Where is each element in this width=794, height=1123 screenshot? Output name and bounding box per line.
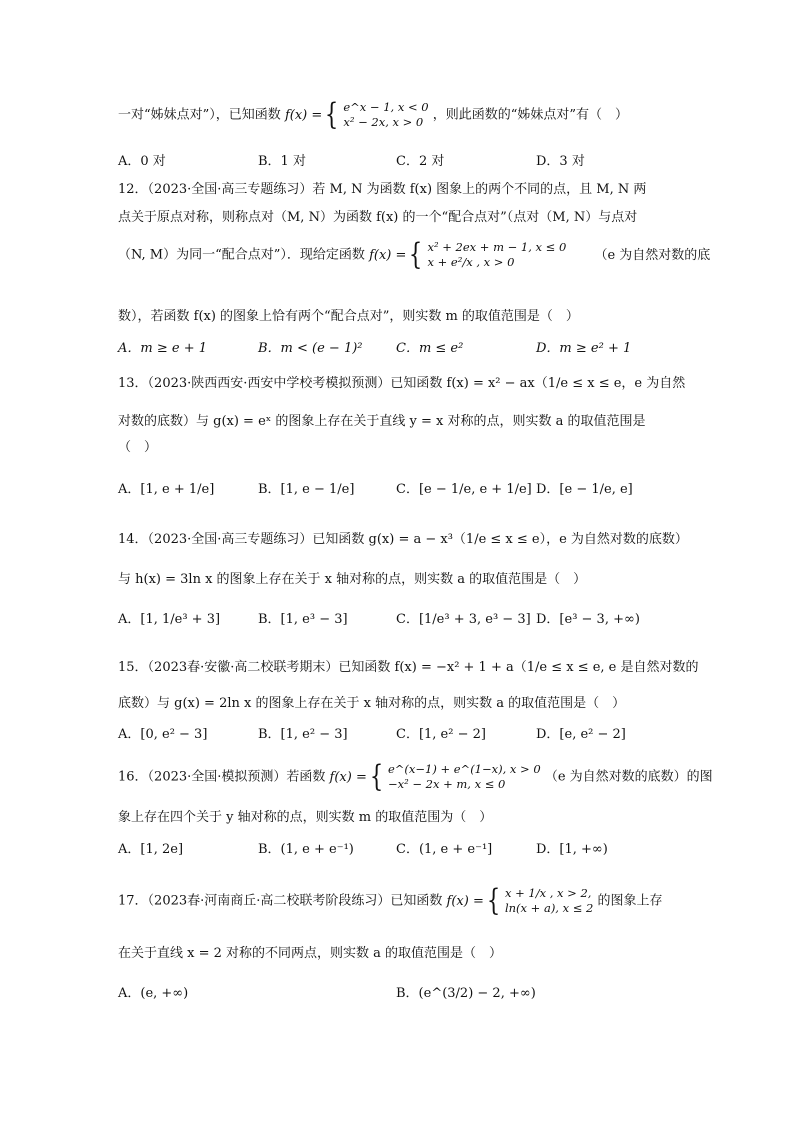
q16-option-d: D．[1, +∞) <box>536 842 608 857</box>
q11-brace: { <box>325 97 339 132</box>
q13-option-a: A．[1, e + 1/e] <box>118 482 215 497</box>
q12-text-pre: （N, M）为同一“配合点对”）．现给定函数 <box>118 247 365 263</box>
q11-piecewise <box>284 97 429 132</box>
q12-case2: x + e²/x , x > 0 <box>427 255 515 269</box>
q13-options <box>118 478 678 498</box>
q14-option-a: A．[1, 1/e³ + 3] <box>118 612 221 627</box>
q16-options <box>118 838 678 858</box>
q12-option-c: C．m ≤ e² <box>396 341 464 356</box>
q13-option-c: C．[e − 1/e, e + 1/e] <box>396 482 532 497</box>
q15-option-c: C．[1, e² − 2] <box>396 727 486 742</box>
q15-option-b: B．[1, e² − 3] <box>258 727 348 742</box>
q12-options <box>118 337 678 357</box>
q16-piecewise <box>329 759 541 794</box>
q16-line1 <box>118 759 713 794</box>
q15-option-d: D．[e, e² − 2] <box>536 727 626 742</box>
q11-cases <box>343 100 428 130</box>
q16-text-pre: 16．（2023·全国·模拟预测）若函数 <box>118 769 326 785</box>
q13-line2: 对数的底数）与 g(x) = eˣ 的图象上存在关于直线 y = x 对称的点，则实数 a 的取值范围是 <box>118 414 646 429</box>
q16-case1: e^(x−1) + e^(1−x), x > 0 <box>387 762 541 776</box>
q17-option-a: A．(e, +∞) <box>118 986 189 1001</box>
q12-line4: 数），若函数 f(x) 的图象上恰有两个“配合点对”，则实数 m 的取值范围是（ ） <box>118 309 579 324</box>
q17-line1 <box>118 883 663 918</box>
q17-text-pre: 17．（2023春·河南商丘·高二校联考阶段练习）已知函数 <box>118 893 443 909</box>
q12-option-d: D．m ≥ e² + 1 <box>536 341 632 356</box>
q13-option-b: B．[1, e − 1/e] <box>258 482 355 497</box>
q13-line1: 13．（2023·陕西西安·西安中学校考模拟预测）已知函数 f(x) = x² − ax（1/e ≤ x ≤ e，e 为自然 <box>118 376 686 391</box>
q12-cases <box>427 240 566 270</box>
q12-func: f(x) = <box>369 247 407 263</box>
q12-text-post: （e 为自然对数的底 <box>594 247 711 263</box>
q16-cases <box>388 762 541 792</box>
q12-case1: x² + 2ex + m − 1, x ≤ 0 <box>427 240 567 254</box>
q16-text-post: （e 为自然对数的底数）的图 <box>544 769 713 785</box>
q14-options <box>118 608 678 628</box>
q17-options <box>118 982 678 1002</box>
q15-options <box>118 723 678 743</box>
q17-func: f(x) = <box>446 893 484 909</box>
q12-option-a: A．m ≥ e + 1 <box>118 341 207 356</box>
q11-case1: e^x − 1, x < 0 <box>343 100 429 114</box>
q17-case1: x + 1/x , x > 2, <box>504 886 592 900</box>
q11-option-b: B．1 对 <box>258 154 306 169</box>
q14-line1: 14．（2023·全国·高三专题练习）已知函数 g(x) = a − x³（1/e ≤ x ≤ e），e 为自然对数的底数） <box>118 532 688 547</box>
q13-option-d: D．[e − 1/e, e] <box>536 482 633 497</box>
q16-line2: 象上存在四个关于 y 轴对称的点，则实数 m 的取值范围为（ ） <box>118 810 493 825</box>
q12-line3 <box>118 237 711 272</box>
q11-text-post: ，则此函数的“姊妹点对”有（ ） <box>432 107 629 123</box>
q17-cases <box>505 886 593 916</box>
q11-line1 <box>118 97 629 132</box>
q12-line2: 点关于原点对称，则称点对（M, N）为函数 f(x) 的一个“配合点对”（点对（M, N）与点对 <box>118 210 638 225</box>
q11-option-c: C．2 对 <box>396 154 445 169</box>
q14-line2: 与 h(x) = 3ln x 的图象上存在关于 x 轴对称的点，则实数 a 的取值范围是（ ） <box>118 572 587 587</box>
q12-brace: { <box>409 237 423 272</box>
q12-line1: 12．（2023·全国·高三专题练习）若 M, N 为函数 f(x) 图象上的两个不同的点，且 M, N 两 <box>118 182 647 197</box>
q15-line1: 15．（2023春·安徽·高二校联考期末）已知函数 f(x) = −x² + 1 + a（1/e ≤ x ≤ e, e 是自然对数的 <box>118 660 699 675</box>
q14-option-d: D．[e³ − 3, +∞) <box>536 612 640 627</box>
q13-line3: （ ） <box>118 440 158 455</box>
q14-option-b: B．[1, e³ − 3] <box>258 612 348 627</box>
q16-option-c: C．(1, e + e⁻¹] <box>396 842 493 857</box>
q16-case2: −x² − 2x + m, x ≤ 0 <box>387 777 506 791</box>
q12-piecewise <box>369 237 567 272</box>
q17-piecewise <box>446 883 594 918</box>
q17-text-post: 的图象上存 <box>597 893 663 909</box>
q11-option-a: A．0 对 <box>118 154 166 169</box>
q11-func: f(x) = <box>284 107 323 123</box>
q16-brace: { <box>369 759 384 794</box>
q11-case2: x² − 2x, x > 0 <box>343 115 424 129</box>
q17-option-b: B．(e^(3/2) − 2, +∞) <box>396 986 536 1001</box>
q15-line2: 底数）与 g(x) = 2ln x 的图象上存在关于 x 轴对称的点，则实数 a 的取值范围是（ ） <box>118 696 626 711</box>
q17-line2: 在关于直线 x = 2 对称的不同两点，则实数 a 的取值范围是（ ） <box>118 946 503 961</box>
q12-option-b: B．m < (e − 1)² <box>258 341 363 356</box>
q15-option-a: A．[0, e² − 3] <box>118 727 208 742</box>
q17-brace: { <box>486 883 501 918</box>
q11-option-d: D．3 对 <box>536 154 585 169</box>
q11-options <box>118 150 678 170</box>
q11-text-pre: 一对“姊妹点对”），已知函数 <box>118 107 281 123</box>
q16-func: f(x) = <box>329 769 367 785</box>
q16-option-b: B．(1, e + e⁻¹) <box>258 842 354 857</box>
q14-option-c: C．[1/e³ + 3, e³ − 3] <box>396 612 531 627</box>
q17-case2: ln(x + a), x ≤ 2 <box>504 901 594 915</box>
q16-option-a: A．[1, 2e] <box>118 842 184 857</box>
